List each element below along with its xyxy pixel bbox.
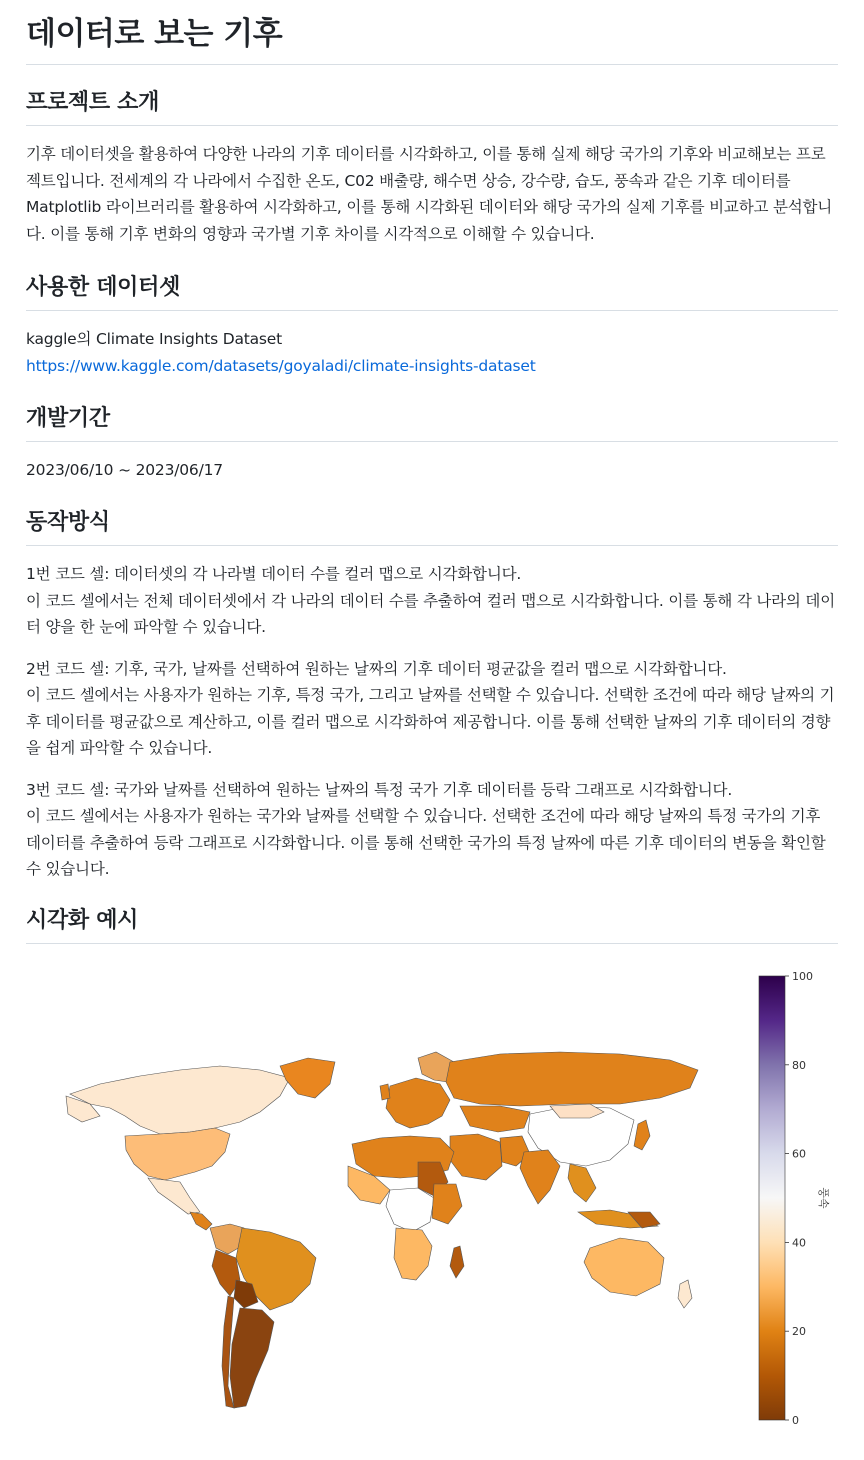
period-value: 2023/06/10 ~ 2023/06/17 — [26, 461, 223, 479]
method-heading: 동작방식 — [26, 508, 838, 546]
intro-heading: 프로젝트 소개 — [26, 88, 838, 126]
map-region-southern-africa — [394, 1228, 432, 1280]
dataset-name: kaggle의 Climate Insights Dataset — [26, 330, 283, 348]
method-cell-title: 2번 코드 셀: 기후, 국가, 날짜를 선택하여 원하는 날짜의 기후 데이터 평균값을 컬러 맵으로 시각화합니다. — [26, 659, 727, 678]
map-region-greenland — [280, 1058, 335, 1098]
section-viz — [26, 906, 838, 944]
section-intro — [26, 88, 838, 247]
method-cell-1 — [26, 561, 838, 641]
map-region-kazakhstan — [460, 1106, 530, 1132]
map-region-russia — [446, 1052, 698, 1106]
dataset-heading: 사용한 데이터셋 — [26, 273, 838, 311]
section-period — [26, 404, 838, 484]
period-heading: 개발기간 — [26, 404, 838, 442]
map-region-japan — [634, 1120, 650, 1150]
method-cell-desc: 이 코드 셀에서는 전체 데이터셋에서 각 나라의 데이터 수를 추출하여 컬러 맵으로 시각화합니다. 이를 통해 각 나라의 데이터 양을 한 눈에 파악할 수 있습니다. — [26, 591, 835, 636]
colorbar-tick-label: 80 — [792, 1058, 806, 1072]
readme-document — [26, 0, 838, 933]
section-dataset — [26, 273, 838, 379]
colorbar-tick-label: 40 — [792, 1236, 806, 1250]
page-title: 데이터로 보는 기후 — [26, 0, 838, 65]
map-region-india — [520, 1150, 560, 1204]
map-region-canada — [70, 1066, 290, 1134]
method-cell-title: 3번 코드 셀: 국가와 날짜를 선택하여 원하는 날짜의 특정 국가 기후 데이터를 등락 그래프로 시각화합니다. — [26, 780, 733, 799]
colorbar-tick-label: 20 — [792, 1325, 806, 1339]
colorbar-gradient — [759, 976, 785, 1420]
colorbar-tick-label: 0 — [792, 1414, 799, 1427]
colorbar-tick-label: 60 — [792, 1147, 806, 1161]
map-region-east-africa — [432, 1184, 462, 1224]
map-region-europe — [386, 1078, 450, 1128]
method-cell-desc: 이 코드 셀에서는 사용자가 원하는 기후, 특정 국가, 그리고 날짜를 선택할 수 있습니다. 선택한 조건에 따라 해당 날짜의 기후 데이터를 평균값으로 계산하고, 이를 컬러 맵으로 시각화하여 제공합니다. 이를 통해 선택한 날짜의 기후 데이터의 경향을 쉽게 파악할 수 있습니다. — [26, 686, 835, 757]
intro-body: 기후 데이터셋을 활용하여 다양한 나라의 기후 데이터를 시각화하고, 이를 통해 실제 해당 국가의 기후와 비교해보는 프로젝트입니다. 전세계의 각 나라에서 수집한 온도, C02 배출량, 해수면 상승, 강수량, 습도, 풍속과 같은 기후 데이터를 Matplotlib 라이브러리를 활용하여 시각화하고, 이를 통해 시각화된 데이터와 해당 국가의 실제 기후를 비교하고 분석합니다. 이를 통해 기후 변화의 영향과 국가별 기후 차이를 시각적으로 이해할 수 있습니다. — [26, 145, 833, 243]
map-region-madagascar — [450, 1246, 464, 1278]
map-region-uk — [380, 1084, 390, 1100]
method-cell-title: 1번 코드 셀: 데이터셋의 각 나라별 데이터 수를 컬러 맵으로 시각화합니다. — [26, 565, 522, 583]
world-map-figure — [30, 966, 844, 1436]
map-region-central-africa — [386, 1188, 434, 1232]
colorbar — [759, 970, 830, 1427]
map-region-mexico — [148, 1178, 200, 1214]
map-region-se-asia — [568, 1164, 596, 1202]
map-region-new-zealand — [678, 1280, 692, 1308]
map-region-australia — [584, 1238, 664, 1296]
map-region-middle-east — [450, 1134, 502, 1180]
method-cell-2 — [26, 656, 838, 762]
section-method — [26, 508, 838, 883]
viz-heading: 시각화 예시 — [26, 906, 838, 944]
dataset-link[interactable]: https://www.kaggle.com/datasets/goyaladi/climate-insights-dataset — [26, 356, 536, 375]
map-region-usa — [125, 1128, 230, 1180]
map-region-argentina — [230, 1308, 274, 1408]
world-map — [66, 1052, 698, 1408]
method-cell-3 — [26, 777, 838, 883]
colorbar-label: 풍속 — [817, 1187, 830, 1209]
method-cell-desc: 이 코드 셀에서는 사용자가 원하는 국가와 날짜를 선택할 수 있습니다. 선택한 조건에 따라 해당 날짜의 특정 국가의 기후 데이터를 추출하여 등락 그래프로 시각화합니다. 이를 통해 선택한 국가의 특정 날짜에 따른 기후 데이터의 변동을 확인할 수 있습니다. — [26, 807, 826, 878]
colorbar-ticks — [785, 970, 813, 1427]
colorbar-tick-label: 100 — [792, 970, 813, 983]
map-region-central-america — [190, 1212, 212, 1230]
